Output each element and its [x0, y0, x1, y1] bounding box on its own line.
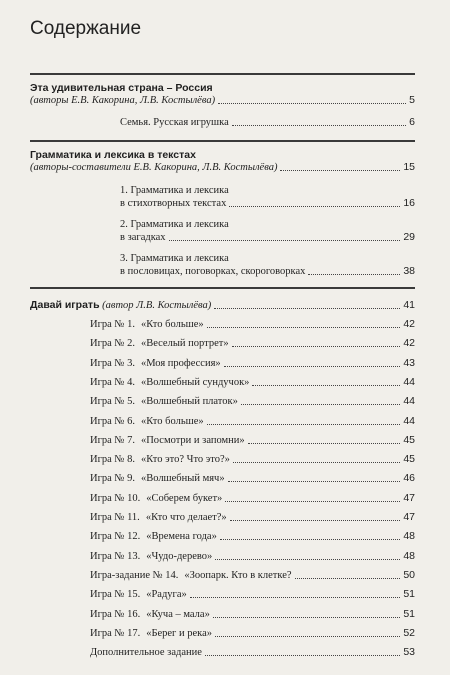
- toc-entry-game[interactable]: [90, 415, 415, 428]
- leader-dots: [233, 462, 400, 463]
- page-number: 48: [403, 549, 415, 562]
- entry-line1: 3. Грамматика и лексика: [120, 253, 229, 264]
- game-label: Игра № 16.: [90, 608, 141, 620]
- leader-dots: [190, 597, 401, 598]
- leader-dots: [215, 636, 400, 637]
- game-name: «Веселый портрет»: [140, 338, 229, 350]
- toc-entry-game[interactable]: [90, 511, 415, 524]
- toc-entry-game[interactable]: [90, 357, 415, 370]
- game-name: «Волшебный платок»: [140, 396, 238, 408]
- leader-dots: [218, 103, 406, 104]
- leader-dots: [308, 274, 400, 275]
- toc-entry-section-1-authors[interactable]: [30, 94, 415, 107]
- toc-entry[interactable]: [120, 197, 415, 210]
- leader-dots: [252, 385, 400, 386]
- game-label: Игра № 17.: [90, 627, 141, 639]
- entry-text: Семья. Русская игрушка: [120, 117, 229, 128]
- page-number: 43: [403, 356, 415, 369]
- leader-dots: [232, 125, 406, 126]
- page-number: 45: [403, 433, 415, 446]
- toc-entry-game[interactable]: [90, 434, 415, 447]
- page-number: 16: [403, 197, 415, 209]
- toc-entry-game[interactable]: [90, 472, 415, 485]
- page-number: 47: [403, 491, 415, 504]
- game-name: «Волшебный сундучок»: [140, 376, 250, 388]
- toc-entry[interactable]: [120, 265, 415, 278]
- section-heading-2: Грамматика и лексика в текстах: [30, 149, 196, 161]
- section-heading-3: Давай играть: [30, 299, 100, 311]
- game-name: «Моя профессия»: [140, 357, 221, 369]
- game-label: Игра № 6.: [90, 415, 135, 427]
- game-name: «Волшебный мяч»: [140, 473, 225, 485]
- page-number: 48: [403, 530, 415, 543]
- leader-dots: [248, 443, 401, 444]
- toc-entry-game[interactable]: [90, 337, 415, 350]
- section-rule: [30, 287, 415, 289]
- toc-entry-section-2-authors[interactable]: [30, 161, 415, 174]
- page-number: 5: [409, 94, 415, 106]
- toc-entry-game[interactable]: [90, 395, 415, 408]
- game-label: Игра № 1.: [90, 319, 135, 330]
- leader-dots: [230, 520, 401, 521]
- leader-dots: [280, 170, 400, 171]
- entry-line1: 2. Грамматика и лексика: [120, 219, 229, 230]
- leader-dots: [207, 424, 401, 425]
- authors-text: (автор Л.В. Костылёва): [102, 300, 212, 311]
- authors-text: (авторы Е.В. Какорина, Л.В. Костылёва): [30, 95, 216, 106]
- page-number: 42: [403, 318, 415, 330]
- toc-entry-game[interactable]: [90, 453, 415, 466]
- page-number: 52: [403, 626, 415, 639]
- toc-entry-game[interactable]: [90, 550, 415, 563]
- toc-entry-game[interactable]: [90, 627, 415, 640]
- game-name: «Зоопарк. Кто в клетке?: [184, 569, 292, 581]
- game-name: «Кто больше»: [140, 319, 204, 330]
- entry-text: в стихотворных текстах: [120, 198, 227, 209]
- game-name: «Соберем букет»: [146, 492, 223, 504]
- leader-dots: [228, 481, 401, 482]
- toc-entry-game[interactable]: [90, 492, 415, 505]
- entry-line1: 1. Грамматика и лексика: [120, 185, 229, 196]
- page-number: 51: [403, 588, 415, 601]
- page-number: 44: [403, 414, 415, 427]
- page-number: 51: [403, 607, 415, 620]
- leader-dots: [205, 655, 400, 656]
- page-title: Содержание: [30, 18, 142, 39]
- game-label: Игра № 9.: [90, 473, 135, 485]
- toc-entry-game[interactable]: [90, 376, 415, 389]
- game-name: «Кто что делает?»: [145, 512, 227, 523]
- leader-dots: [214, 308, 400, 309]
- game-label: Игра № 3.: [90, 357, 135, 369]
- page-number: 44: [403, 395, 415, 408]
- leader-dots: [169, 240, 401, 241]
- leader-dots: [220, 539, 400, 540]
- page-number: 15: [403, 161, 415, 173]
- toc-entry-game[interactable]: [90, 608, 415, 621]
- page-number: 47: [403, 511, 415, 523]
- toc-entry-game[interactable]: [90, 646, 415, 659]
- toc-entry-game[interactable]: [90, 318, 415, 331]
- page-number: 6: [409, 116, 415, 128]
- leader-dots: [229, 206, 400, 207]
- game-label: Игра № 7.: [90, 434, 135, 446]
- leader-dots: [213, 617, 400, 618]
- page-number: 53: [403, 646, 415, 659]
- page-number: 42: [403, 337, 415, 350]
- page-number: 29: [403, 231, 415, 243]
- game-name: «Куча – мала»: [146, 608, 210, 620]
- game-label: Игра-задание № 14.: [90, 569, 179, 581]
- entry-text: в пословицах, поговорках, скороговорках: [120, 266, 306, 277]
- toc-entry-section-3-authors[interactable]: [30, 299, 415, 312]
- game-name: «Кто больше»: [140, 415, 204, 427]
- toc-entry-game[interactable]: [90, 530, 415, 543]
- toc-entry-game[interactable]: [90, 588, 415, 601]
- game-label: Игра № 12.: [90, 531, 141, 543]
- title-rule: [30, 73, 415, 75]
- game-name: «Чудо-дерево»: [146, 550, 213, 562]
- game-label: Дополнительное задание: [90, 647, 202, 659]
- leader-dots: [224, 366, 401, 367]
- section-heading-1: Эта удивительная страна – Россия: [30, 82, 213, 94]
- game-label: Игра № 2.: [90, 338, 135, 350]
- page-number: 44: [403, 375, 415, 388]
- game-label: Игра № 15.: [90, 589, 141, 601]
- page-number: 45: [403, 453, 415, 466]
- toc-entry[interactable]: [120, 116, 415, 129]
- toc-entry-game[interactable]: [90, 569, 415, 582]
- game-name: «Радуга»: [146, 589, 187, 601]
- entry-text: в загадках: [120, 232, 166, 243]
- leader-dots: [207, 327, 401, 328]
- game-label: Игра № 4.: [90, 376, 135, 388]
- page-number: 41: [403, 299, 415, 311]
- game-label: Игра № 13.: [90, 550, 141, 562]
- game-name: «Времена года»: [146, 531, 217, 543]
- leader-dots: [215, 559, 400, 560]
- game-name: «Берег и река»: [146, 627, 212, 639]
- section-3-title: [30, 299, 211, 312]
- game-name: «Посмотри и запомни»: [140, 434, 245, 446]
- section-rule: [30, 140, 415, 142]
- leader-dots: [232, 346, 401, 347]
- page-number: 46: [403, 472, 415, 485]
- game-label: Игра № 5.: [90, 396, 135, 408]
- game-label: Игра № 8.: [90, 454, 135, 466]
- authors-text: (авторы-составители Е.В. Какорина, Л.В. Костылёва): [30, 162, 278, 173]
- game-label: Игра № 10.: [90, 492, 141, 504]
- toc-entry[interactable]: [120, 231, 415, 244]
- page-number: 38: [403, 265, 415, 277]
- game-name: «Кто это? Что это?»: [140, 454, 230, 466]
- leader-dots: [241, 404, 400, 405]
- game-label: Игра № 11.: [90, 512, 140, 523]
- leader-dots: [225, 501, 400, 502]
- leader-dots: [295, 578, 401, 579]
- page-number: 50: [403, 568, 415, 581]
